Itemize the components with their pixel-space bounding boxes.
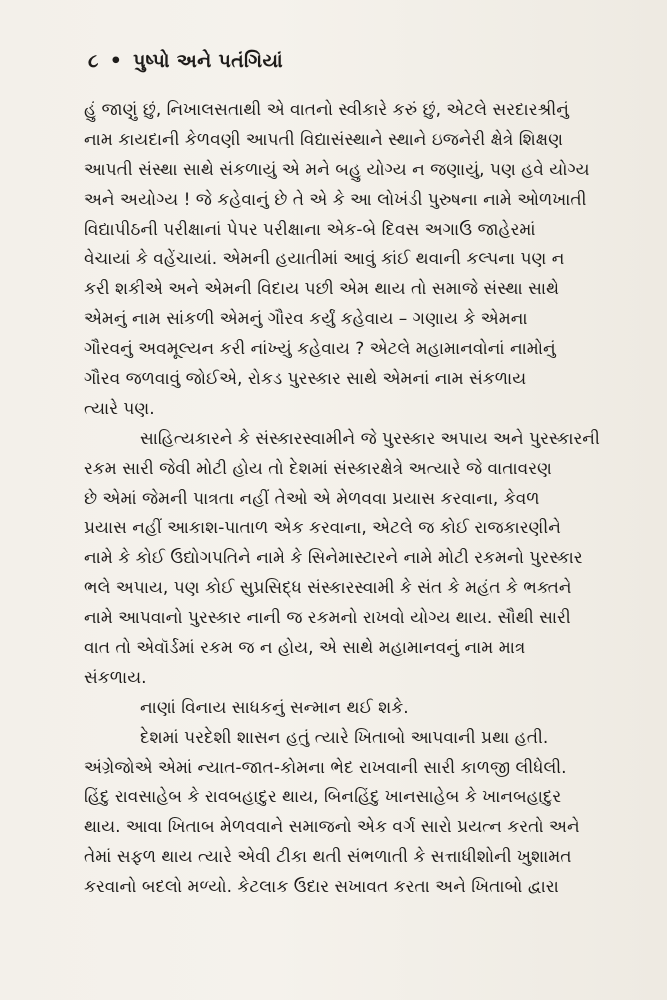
running-header xyxy=(88,50,283,72)
text-line: નામે આપવાનો પુરસ્કાર નાની જ રકમનો રાખવો યોગ્ય થાય. સૌથી સારી xyxy=(84,608,571,629)
text-line: ભલે અપાય, પણ કોઈ સુપ્રસિદ્ધ સંસ્કારસ્વામી કે સંત કે મહંત કે ભક્તને xyxy=(84,578,572,599)
text-line: તેમાં સફળ થાય ત્યારે એવી ટીકા થતી સંભળાતી કે સત્તાધીશોની ખુશામત xyxy=(84,847,572,868)
text-line: દેશમાં પરદેશી શાસન હતું ત્યારે ખિતાબો આપવાની પ્રથા હતી. xyxy=(140,727,549,748)
text-line: પ્રયાસ નહીં આકાશ-પાતાળ એક કરવાના, એટલે જ કોઈ રાજકારણીને xyxy=(84,518,561,539)
text-line: સાહિત્યકારને કે સંસ્કારસ્વામીને જે પુરસ્કાર અપાય અને પુરસ્કારની xyxy=(140,428,600,449)
text-line: આપતી સંસ્થા સાથે સંકળાયું એ મને બહુ યોગ્ય ન જણાયું, પણ હવે યોગ્ય xyxy=(84,159,590,180)
page-number: ૮ xyxy=(88,50,99,72)
text-line: નામ કાયદાની કેળવણી આપતી વિદ્યાસંસ્થાને સ્થાને ઇજનેરી ક્ષેત્રે શિક્ષણ xyxy=(84,129,563,150)
text-line: અને અયોગ્ય ! જે કહેવાનું છે તે એ કે આ લોખંડી પુરુષના નામે ઓળખાતી xyxy=(84,189,587,210)
text-line: અંગ્રેજોએ એમાં ન્યાત-જાત-કોમના ભેદ રાખવાની સારી કાળજી લીધેલી. xyxy=(84,757,567,778)
text-line: વિદ્યાપીઠની પરીક્ષાનાં પેપર પરીક્ષાના એક-બે દિવસ અગાઉ જાહેરમાં xyxy=(84,219,536,240)
book-title: પુષ્પો અને પતંગિયાં xyxy=(133,50,283,72)
text-line: હિંદુ રાવસાહેબ કે રાવબહાદુર થાય, બિનહિંદુ ખાનસાહેબ કે ખાનબહાદુર xyxy=(84,787,562,808)
text-line: થાય. આવા ખિતાબ મેળવવાને સમાજનો એક વર્ગ સારો પ્રયત્ન કરતો અને xyxy=(84,817,580,838)
header-bullet: • xyxy=(109,50,123,72)
text-line: નાણાં વિનાય સાધકનું સન્માન થઈ શકે. xyxy=(140,697,409,718)
text-line: હું જાણું છું, નિખાલસતાથી એ વાતનો સ્વીકારે કરું છું, એટલે સરદારશ્રીનું xyxy=(84,100,569,120)
text-line: ગૌરવ જળવાવું જોઈએ, રોકડ પુરસ્કાર સાથે એમનાં નામ સંકળાય xyxy=(84,369,527,390)
text-line: એમનું નામ સાંકળી એમનું ગૌરવ કર્યું કહેવાય – ગણાય કે એમના xyxy=(84,309,528,330)
text-line: વાત તો એવૉર્ડમાં રકમ જ ન હોય, એ સાથે મહામાનવનું નામ માત્ર xyxy=(84,638,526,659)
text-line: સંકળાય. xyxy=(84,667,147,688)
text-line: કરવાનો બદલો મળ્યો. કેટલાક ઉદાર સખાવત કરતા અને ખિતાબો દ્વારા xyxy=(84,877,559,898)
text-line: નામે કે કોઈ ઉદ્યોગપતિને નામે કે સિનેમાસ્ટારને નામે મોટી રકમનો પુરસ્કાર xyxy=(84,548,583,569)
text-line: ગૌરવનું અવમૂલ્યન કરી નાંખ્યું કહેવાય ? એટલે મહામાનવોનાં નામોનું xyxy=(84,339,556,360)
text-line: કરી શકીએ અને એમની વિદાય પછી એમ થાય તો સમાજે સંસ્થા સાથે xyxy=(84,279,560,300)
text-line: વેચાયાં કે વહેંચાયાં. એમની હયાતીમાં આવું કાંઈ થવાની કલ્પના પણ ન xyxy=(84,249,565,270)
text-line: છે એમાં જેમની પાત્રતા નહીં તેઓ એ મેળવવા પ્રયાસ કરવાના, કેવળ xyxy=(84,488,540,509)
body-text xyxy=(84,96,644,903)
text-line: ત્યારે પણ. xyxy=(84,398,155,419)
text-line: રકમ સારી જેવી મોટી હોય તો દેશમાં સંસ્કારક્ષેત્રે અત્યારે જે વાતાવરણ xyxy=(84,458,552,479)
